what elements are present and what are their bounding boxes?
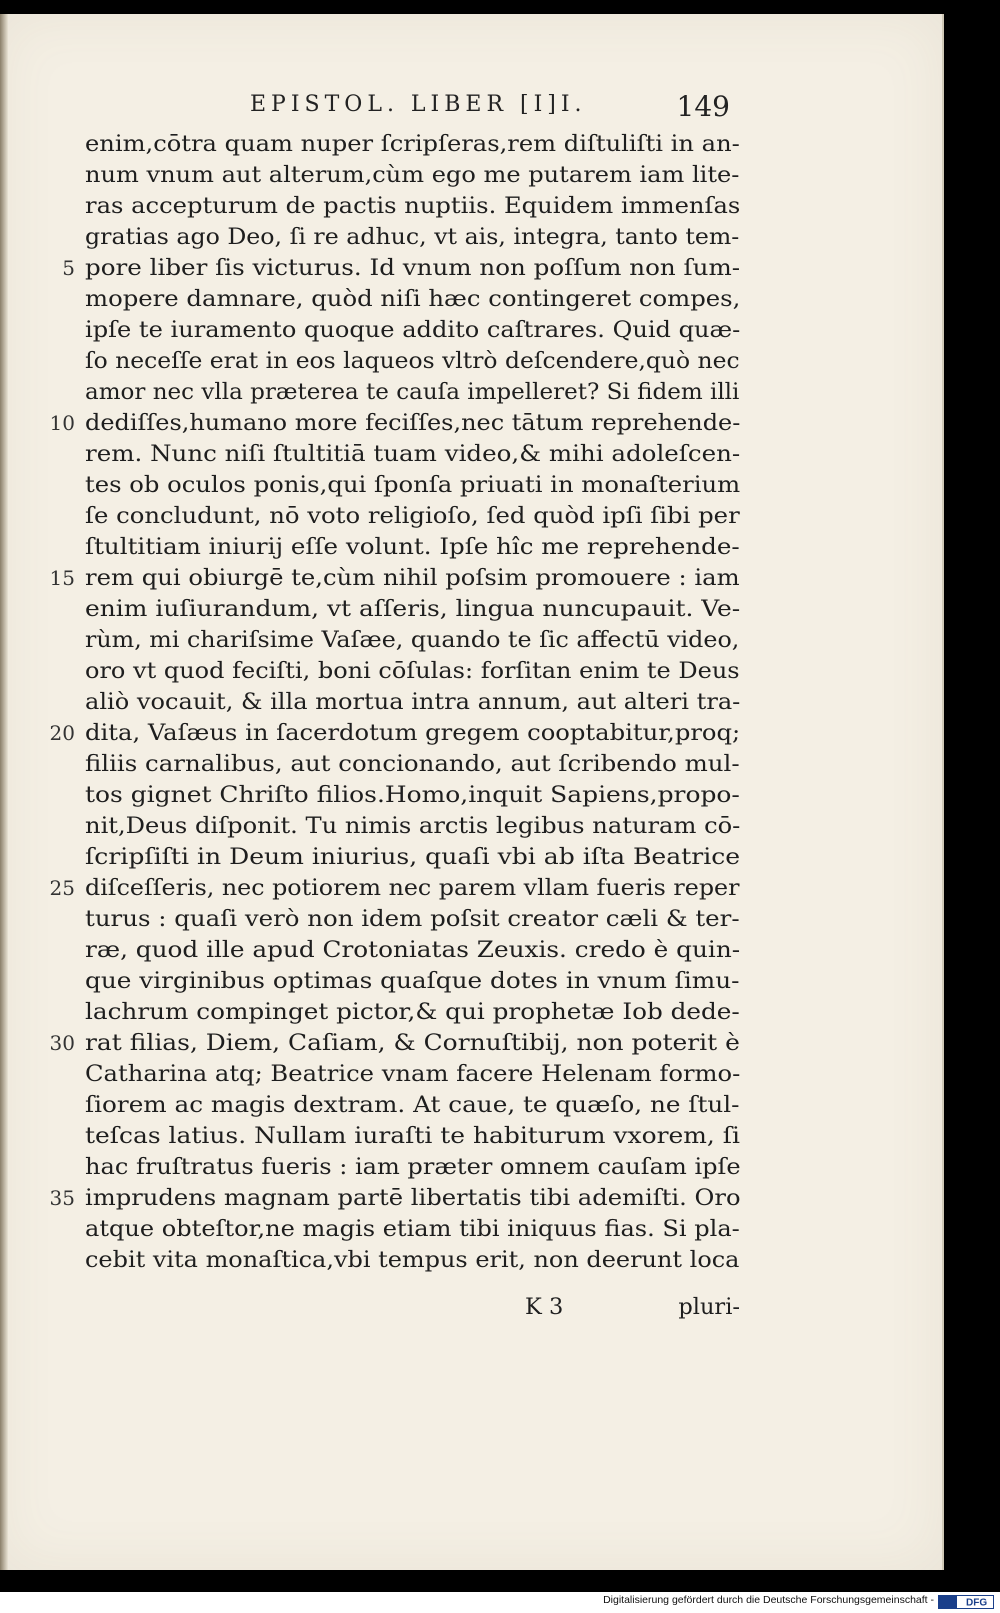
text-line [85,222,745,253]
text-line [85,811,745,842]
line-text: enim,cōtra quam nuper ſcripſeras,rem diſtuliſti in an- [85,131,740,157]
text-line [85,842,745,873]
page-number: 149 [676,90,730,123]
text-line [85,1121,745,1152]
line-text: tes ob oculos ponis,qui ſponſa priuati in monaſterium [85,472,741,498]
text-block [49,129,745,1276]
text-line [85,997,745,1028]
page-header [250,92,730,126]
text-line [85,377,745,408]
text-line [85,1090,745,1121]
line-number: 25 [49,876,75,900]
line-text: lachrum compinget pictor,& qui prophetæ Iob dede- [85,999,740,1025]
text-line [49,718,745,749]
signature-mark: K 3 [525,1294,564,1320]
line-text: tos gignet Chriſto filios.Homo,inquit Sapiens,propo- [85,782,740,808]
line-text: rem qui obiurgē te,cùm nihil poſsim promouere : iam [85,565,740,591]
line-number: 35 [49,1186,75,1210]
text-line [85,439,745,470]
line-text: ſtultitiam iniurij eſſe volunt. Ipſe hîc me reprehende- [85,534,740,560]
line-text: rùm, mi chariſsime Vaſæe, quando te ſic affectū video, [85,627,740,653]
text-line [85,532,745,563]
credit-bar [0,1592,1000,1613]
text-line [85,687,745,718]
text-line [49,1028,745,1059]
line-number: 5 [62,256,75,280]
line-text: num vnum aut alterum,cùm ego me putarem iam lite- [85,162,740,188]
line-number: 15 [49,566,75,590]
line-text: ræ, quod ille apud Crotoniatas Zeuxis. credo è quin- [85,937,741,963]
catchword: pluri- [678,1294,740,1320]
line-text: oro vt quod feciſti, boni cōſulas: forſitan enim te Deus [85,658,740,684]
text-line [85,904,745,935]
text-line [85,625,745,656]
text-line [49,1183,745,1214]
line-text: teſcas latius. Nullam iuraſti te habiturum vxorem, ſi [85,1123,740,1149]
text-line [49,408,745,439]
line-text: rem. Nunc niſi ſtultitiā tuam video,& mihi adoleſcen- [85,441,741,467]
line-text: dediſſes,humano more feciſſes,nec tātum reprehende- [85,410,741,436]
line-text: Catharina atq; Beatrice vnam facere Helenam formo- [85,1061,741,1087]
running-title: EPISTOL. LIBER [I]I. [250,92,587,117]
line-text: ſiorem ac magis dextram. At caue, te quæſo, ne ſtul- [85,1092,740,1118]
line-number: 10 [49,411,75,435]
line-text: ſe concludunt, nō voto religioſo, ſed quòd ipſi ſibi per [85,503,740,529]
line-text: cebit vita monaſtica,vbi tempus erit, non deerunt loca [85,1247,740,1273]
line-text: nit,Deus diſponit. Tu nimis arctis legibus naturam cō- [85,813,741,839]
text-line [85,656,745,687]
text-line [85,470,745,501]
text-line [85,284,745,315]
line-text: ſo neceſſe erat in eos laqueos vltrò deſcendere,quò nec [85,348,740,374]
line-text: filiis carnalibus, aut concionando, aut ſcribendo mul- [85,751,740,777]
line-text: turus : quaſi verò non idem poſsit creator cæli & ter- [85,906,740,932]
line-text: atque obteſtor,ne magis etiam tibi iniquus fias. Si pla- [85,1216,740,1242]
dfg-logo-text: DFG [966,1597,988,1609]
line-text: diſceſſeris, nec potiorem nec parem vllam fueris reper [85,875,740,901]
line-text: ſcripſiſti in Deum iniurius, quaſi vbi ab iſta Beatrice [85,844,741,870]
text-line [85,935,745,966]
line-text: rat filias, Diem, Caſiam, & Cornuſtibij, non poterit è [85,1030,740,1056]
text-line [85,315,745,346]
text-line [85,191,745,222]
text-line [85,594,745,625]
text-line [85,749,745,780]
text-line [62,253,745,284]
line-text: que virginibus optimas quaſque dotes in vnum ſimu- [85,968,740,994]
line-text: pore liber ſis victurus. Id vnum non poſſum non ſum- [85,255,741,281]
line-text: enim iuſiurandum, vt aſſeris, lingua nuncupauit. Ve- [85,596,741,622]
line-text: ipſe te iuramento quoque addito caſtrares. Quid quæ- [85,317,741,343]
line-text: amor nec vlla præterea te cauſa impelleret? Si fidem illi [85,379,740,405]
page-footer [525,1294,740,1328]
dfg-logo [938,1595,994,1609]
line-text: hac fruſtratus fueris : iam præter omnem cauſam ipſe [85,1154,741,1180]
line-text: dita, Vaſæus in ſacerdotum gregem cooptabitur,proq; [85,720,741,746]
text-line [85,780,745,811]
line-text: gratias ago Deo, ſi re adhuc, vt ais, integra, tanto tem- [85,224,740,250]
text-line [85,1152,745,1183]
text-line [85,160,745,191]
text-line [85,1214,745,1245]
line-number: 30 [49,1031,75,1055]
text-line [49,563,745,594]
funding-credit: Digitalisierung gefördert durch die Deutsche Forschungsgemeinschaft - [603,1594,934,1606]
line-text: aliò vocauit, & illa mortua intra annum, aut alteri tra- [85,689,741,715]
line-number: 20 [49,721,75,745]
text-line [85,1245,745,1276]
line-text: ras accepturum de pactis nuptiis. Equidem immenſas [85,193,741,219]
text-line [85,346,745,377]
page-edge-shadow [0,14,8,1570]
text-line [85,1059,745,1090]
text-line [85,966,745,997]
text-line [85,501,745,532]
line-text: mopere damnare, quòd niſi hæc contingeret compes, [85,286,741,312]
book-page [0,14,944,1570]
text-line [49,873,745,904]
text-line [85,129,745,160]
line-text: imprudens magnam partē libertatis tibi ademiſti. Oro [85,1185,741,1211]
